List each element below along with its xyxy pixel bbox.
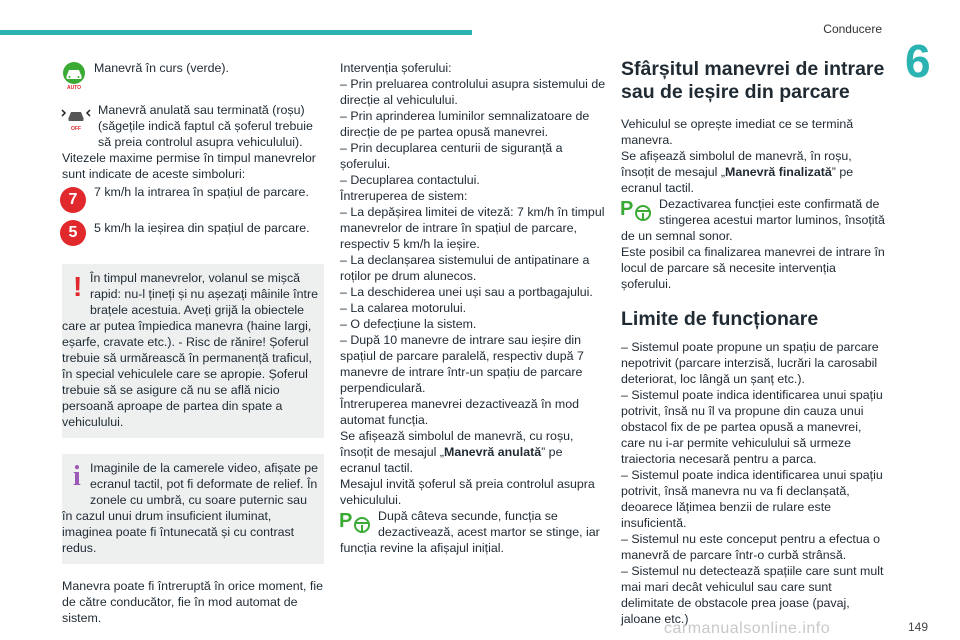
- info-icon: i: [73, 461, 81, 492]
- speed-entry-row: [62, 184, 324, 218]
- warning-text: În timpul manevrelor, volanul se mișcă rapid: nu-l țineți și nu așezați mâinile între brațele acestuia. Aveți grijă la obiectele care ar putea împiedica manevra (haine largi, eșarfe, cravate etc.). - Risc de rănire! Șoferul trebuie să urmărească în permanență traficul, în special vehiculele care se apropie. Șoferul trebuie să se asigure că nu se află nicio persoană aproape de partea din spate a vehiculului.: [62, 271, 318, 429]
- info-box: [62, 454, 324, 564]
- warning-box: [62, 264, 324, 438]
- system-item: – La deschiderea unei uși sau a portbagajului.: [340, 285, 593, 299]
- driver-item: – Decuplarea contactului.: [340, 173, 480, 187]
- auto-maneuver-row: [62, 60, 324, 88]
- interrupt-text: Manevra poate fi întreruptă în orice moment, fie de către conducător, fie în mod automat de sistem.: [62, 579, 324, 625]
- driver-item: – Prin decuplarea centurii de siguranță a șoferului.: [340, 141, 563, 171]
- speed-exit-text: 5 km/h la ieșirea din spațiul de parcare.: [94, 221, 310, 235]
- park-steering-green-icon: [338, 508, 372, 538]
- deactivation-confirm-text: Dezactivarea funcției este confirmată de stingerea acestui martor luminos, însoțită de un semnal sonor.: [621, 197, 885, 243]
- driver-item: – Prin aprinderea luminilor semnalizatoare de direcție de pe partea opusă manevrei.: [340, 109, 590, 139]
- green-p-row-2: [621, 196, 887, 244]
- after-seconds-text: După câteva secunde, funcția se dezactivează, acest martor se stinge, iar funcția revine la afișajul inițial.: [340, 509, 600, 555]
- vehicle-stops-text: Vehiculul se oprește imediat ce se termină manevra.: [621, 117, 854, 147]
- limits-heading: Limite de funcționare: [621, 308, 819, 330]
- driver-intervention-title: Intervenția șoferului:: [340, 61, 452, 75]
- park-assist-auto-icon: [60, 60, 88, 94]
- green-p-row: [340, 508, 606, 556]
- system-item: – O defecțiune la sistem.: [340, 317, 477, 331]
- driver-item: – Prin preluarea controlului asupra sistemului de direcție al vehiculului.: [340, 77, 606, 107]
- svg-text:P: P: [339, 510, 353, 532]
- system-item: – La calarea motorului.: [340, 301, 467, 315]
- finalize-text: Este posibil ca finalizarea manevrei de intrare în locul de parcare să necesite intervenția șoferului.: [621, 245, 885, 291]
- system-item: – La depășirea limitei de viteză: 7 km/h în timpul manevrelor de intrare în spațiul de parcare, respectiv 5 km/h la ieșire.: [340, 205, 605, 251]
- deactivation-text: Întreruperea manevrei dezactivează în mod automat funcția.: [340, 397, 579, 427]
- system-item: – După 10 manevre de intrare sau ieșire din spațiul de parcare paralelă, respectiv după 7 manevre de intrare într-un spațiu de parcare perpendiculară.: [340, 333, 584, 395]
- finished-message-text: Se afișează simbolul de manevră, în roșu, însoțit de mesajul „Manevră finalizată” pe ecranul tactil.: [621, 149, 854, 195]
- speed-exit-row: [62, 220, 324, 254]
- invite-text: Mesajul invită șoferul să preia controlul asupra vehiculului.: [340, 477, 595, 507]
- info-text: Imaginile de la camerele video, afișate pe ecranul tactil, pot fi deformate de relief. În zonele cu umbră, cu soare puternic sau în cazul unui drum insuficient iluminat, imaginea poate fi întunecată și cu contrast redus.: [62, 461, 318, 555]
- column-right: [621, 58, 887, 627]
- auto-maneuver-text: Manevră în curs (verde).: [94, 61, 229, 75]
- limit-item: – Sistemul poate propune un spațiu de parcare nepotrivit (parcare interzisă, lucrări la carosabil deteriorat, loc lângă un șanț etc.).: [621, 340, 879, 386]
- watermark: carmanualsonline.info: [664, 620, 831, 637]
- finished-message-bold: Manevră finalizată: [725, 165, 832, 179]
- column-left: [62, 52, 324, 626]
- warning-icon: !: [73, 271, 83, 302]
- limit-item: – Sistemul nu detectează spațiile care sunt mult mai mari decât vehiculul sau care sunt delimitate de obstacole prea joase (pavaj, jaloane etc.): [621, 564, 884, 626]
- limit-item: – Sistemul nu este conceput pentru a efectua o manevră de parcare într-o curbă strânsă.: [621, 532, 880, 562]
- limit-item: – Sistemul poate indica identificarea unui spațiu potrivit, însă manevra nu va fi declanșată, deoarece lățimea benzii de rulare este insuficientă.: [621, 468, 883, 530]
- off-maneuver-row: [62, 102, 324, 150]
- chapter-number: 6: [905, 35, 931, 87]
- cancelled-message-bold: Manevră anulată: [444, 445, 542, 459]
- speed-limit-5-icon: 5: [60, 220, 86, 246]
- page-number: 149: [907, 620, 928, 634]
- speed-entry-text: 7 km/h la intrarea în spațiul de parcare.: [94, 185, 309, 199]
- speeds-intro: Vitezele maxime permise în timpul manevrelor sunt indicate de aceste simboluri:: [62, 151, 316, 181]
- limit-item: – Sistemul poate indica identificarea unui spațiu potrivit, însă nu îl va propune din cauza unui obstacol fix de pe partea opusă a manevrei, care nu i-ar permite vehiculului să urmeze traiectoria necesară pentru a parca.: [621, 388, 883, 466]
- off-maneuver-text: Manevră anulată sau terminată (roșu) (săgețile indică faptul că șoferul trebuie să preia controlul asupra vehiculului).: [98, 103, 313, 149]
- auto-label: AUTO: [66, 85, 82, 90]
- end-maneuver-heading: Sfârșitul manevrei de intrare sau de ieșire din parcare: [621, 58, 885, 103]
- column-middle: [340, 60, 606, 556]
- header-accent-bar: [0, 30, 472, 35]
- system-item: – La declanșarea sistemului de antipatinare a roților pe drum alunecos.: [340, 253, 590, 283]
- speed-limit-7-icon: 7: [60, 187, 86, 213]
- cancelled-message-text: Se afișează simbolul de manevră, cu roșu, însoțit de mesajul „Manevră anulată” pe ecranul tactil.: [340, 429, 574, 475]
- svg-text:P: P: [620, 198, 634, 220]
- system-interruption-title: Întreruperea de sistem:: [340, 189, 468, 203]
- park-steering-green-icon: [619, 196, 653, 226]
- section-title: Conducere: [823, 22, 882, 36]
- off-label: OFF: [71, 126, 81, 132]
- park-assist-off-icon: [60, 102, 92, 136]
